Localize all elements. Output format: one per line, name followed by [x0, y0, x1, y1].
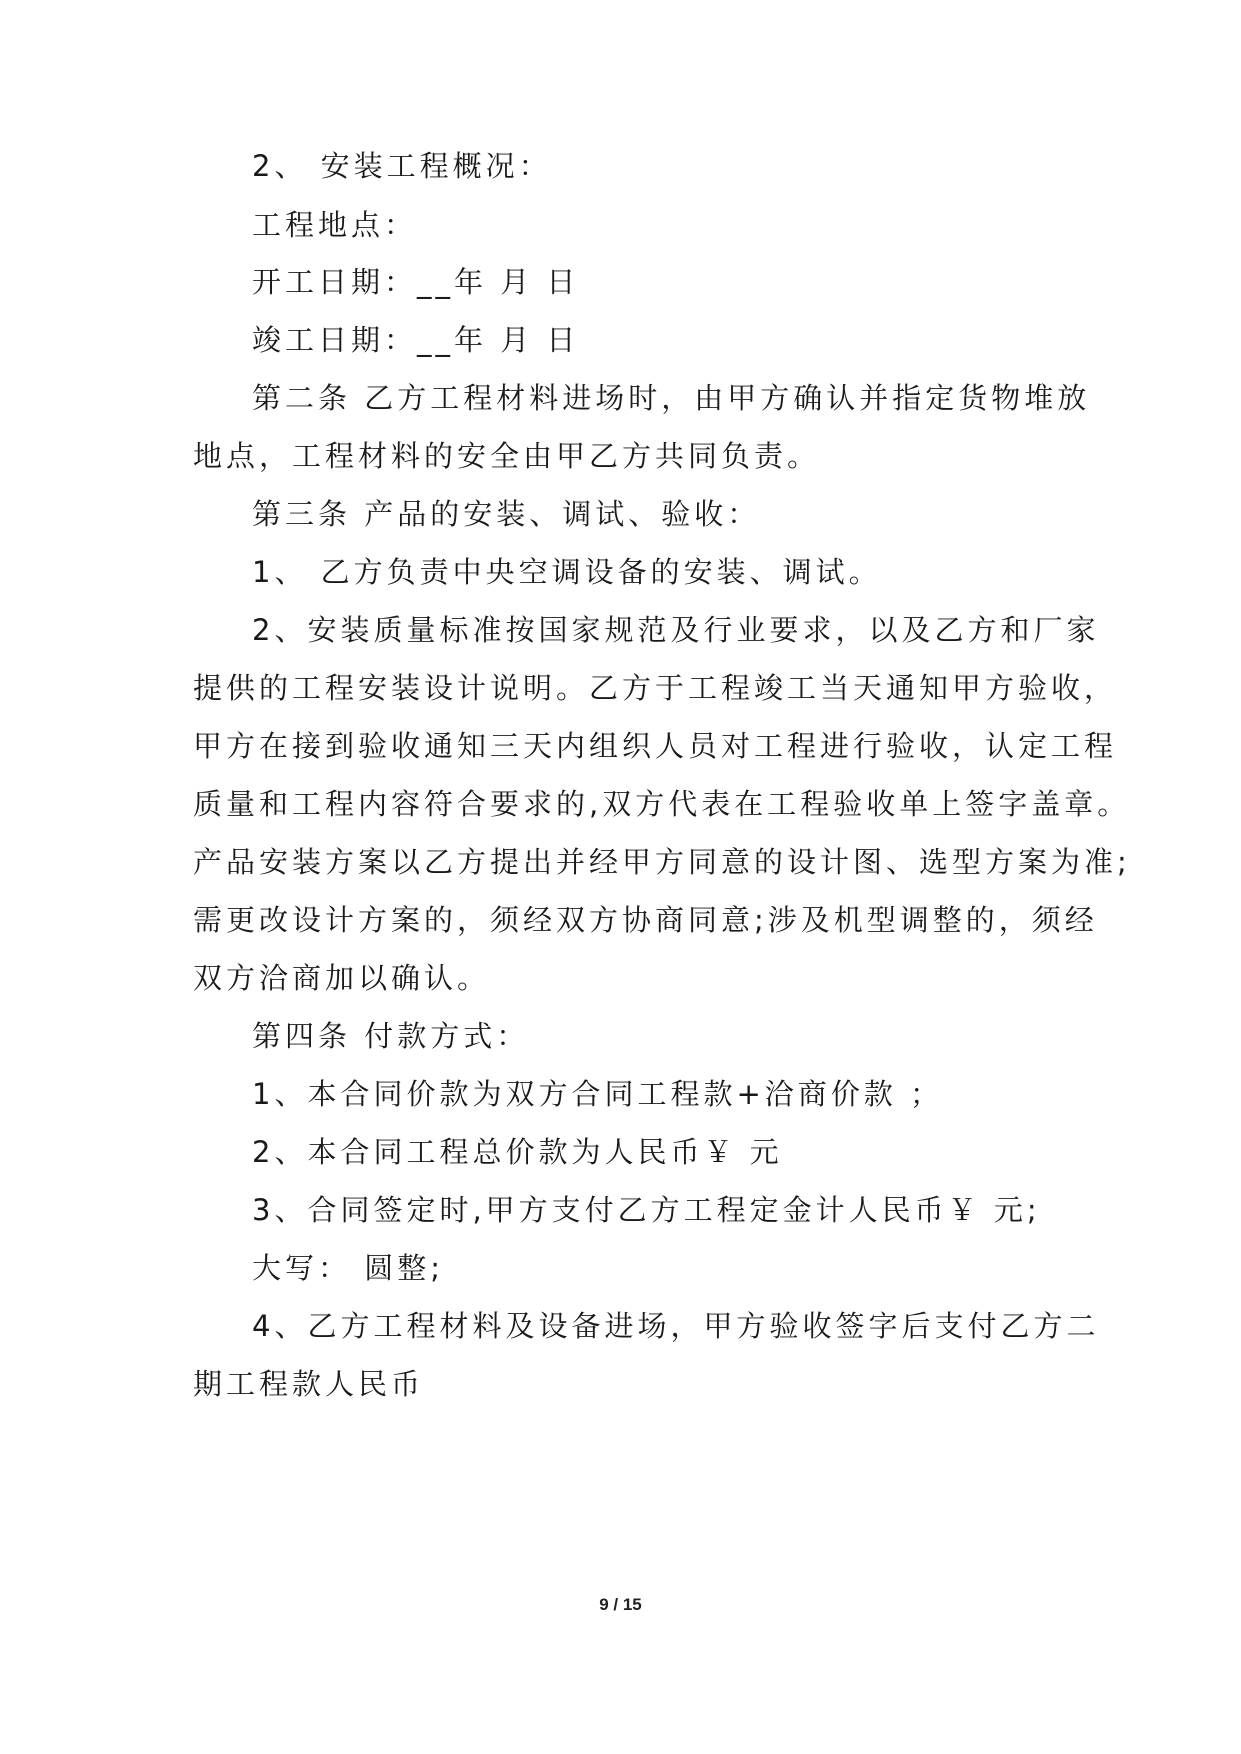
payment-item-4-line-2: 期工程款人民币 — [193, 1367, 425, 1401]
article-two-line-1: 第二条 乙方工程材料进场时，由甲方确认并指定货物堆放 — [252, 381, 1091, 415]
payment-item-3: 3、合同签定时,甲方支付乙方工程定金计人民币￥ 元; — [252, 1193, 1041, 1227]
page-number: 9 / 15 — [599, 1595, 642, 1614]
article-three-item-2-line-4: 质量和工程内容符合要求的,双方代表在工程验收单上签字盖章。 — [193, 787, 1131, 821]
article-three-item-2-line-5: 产品安装方案以乙方提出并经甲方同意的设计图、选型方案为准; — [193, 845, 1131, 879]
article-three-item-2-line-1: 2、安装质量标准按国家规范及行业要求，以及乙方和厂家 — [252, 613, 1100, 647]
completion-date-line: 竣工日期：__年 月 日 — [252, 323, 580, 357]
payment-item-2: 2、本合同工程总价款为人民币￥ 元 — [252, 1135, 783, 1169]
payment-amount-in-words: 大写： 圆整; — [252, 1251, 444, 1285]
article-three-item-1: 1、 乙方负责中央空调设备的安装、调试。 — [252, 555, 882, 589]
payment-item-4-line-1: 4、乙方工程材料及设备进场，甲方验收签字后支付乙方二 — [252, 1309, 1100, 1343]
article-three-item-2-line-2: 提供的工程安装设计说明。乙方于工程竣工当天通知甲方验收， — [193, 671, 1118, 705]
article-three-item-2-line-3: 甲方在接到验收通知三天内组织人员对工程进行验收，认定工程 — [193, 729, 1118, 763]
article-three-item-2-line-7: 双方洽商加以确认。 — [193, 961, 491, 995]
article-two-line-2: 地点，工程材料的安全由甲乙方共同负责。 — [193, 439, 821, 473]
payment-item-1: 1、本合同价款为双方合同工程款+洽商价款 ； — [252, 1077, 943, 1111]
article-three-heading: 第三条 产品的安装、调试、验收： — [252, 497, 761, 531]
section-heading-installation-overview: 2、 安装工程概况： — [252, 149, 552, 183]
article-three-item-2-line-6: 需更改设计方案的，须经双方协商同意;涉及机型调整的，须经 — [193, 903, 1098, 937]
start-date-line: 开工日期：__年 月 日 — [252, 265, 580, 299]
article-four-heading: 第四条 付款方式： — [252, 1019, 530, 1053]
project-location-line: 工程地点： — [252, 208, 418, 242]
